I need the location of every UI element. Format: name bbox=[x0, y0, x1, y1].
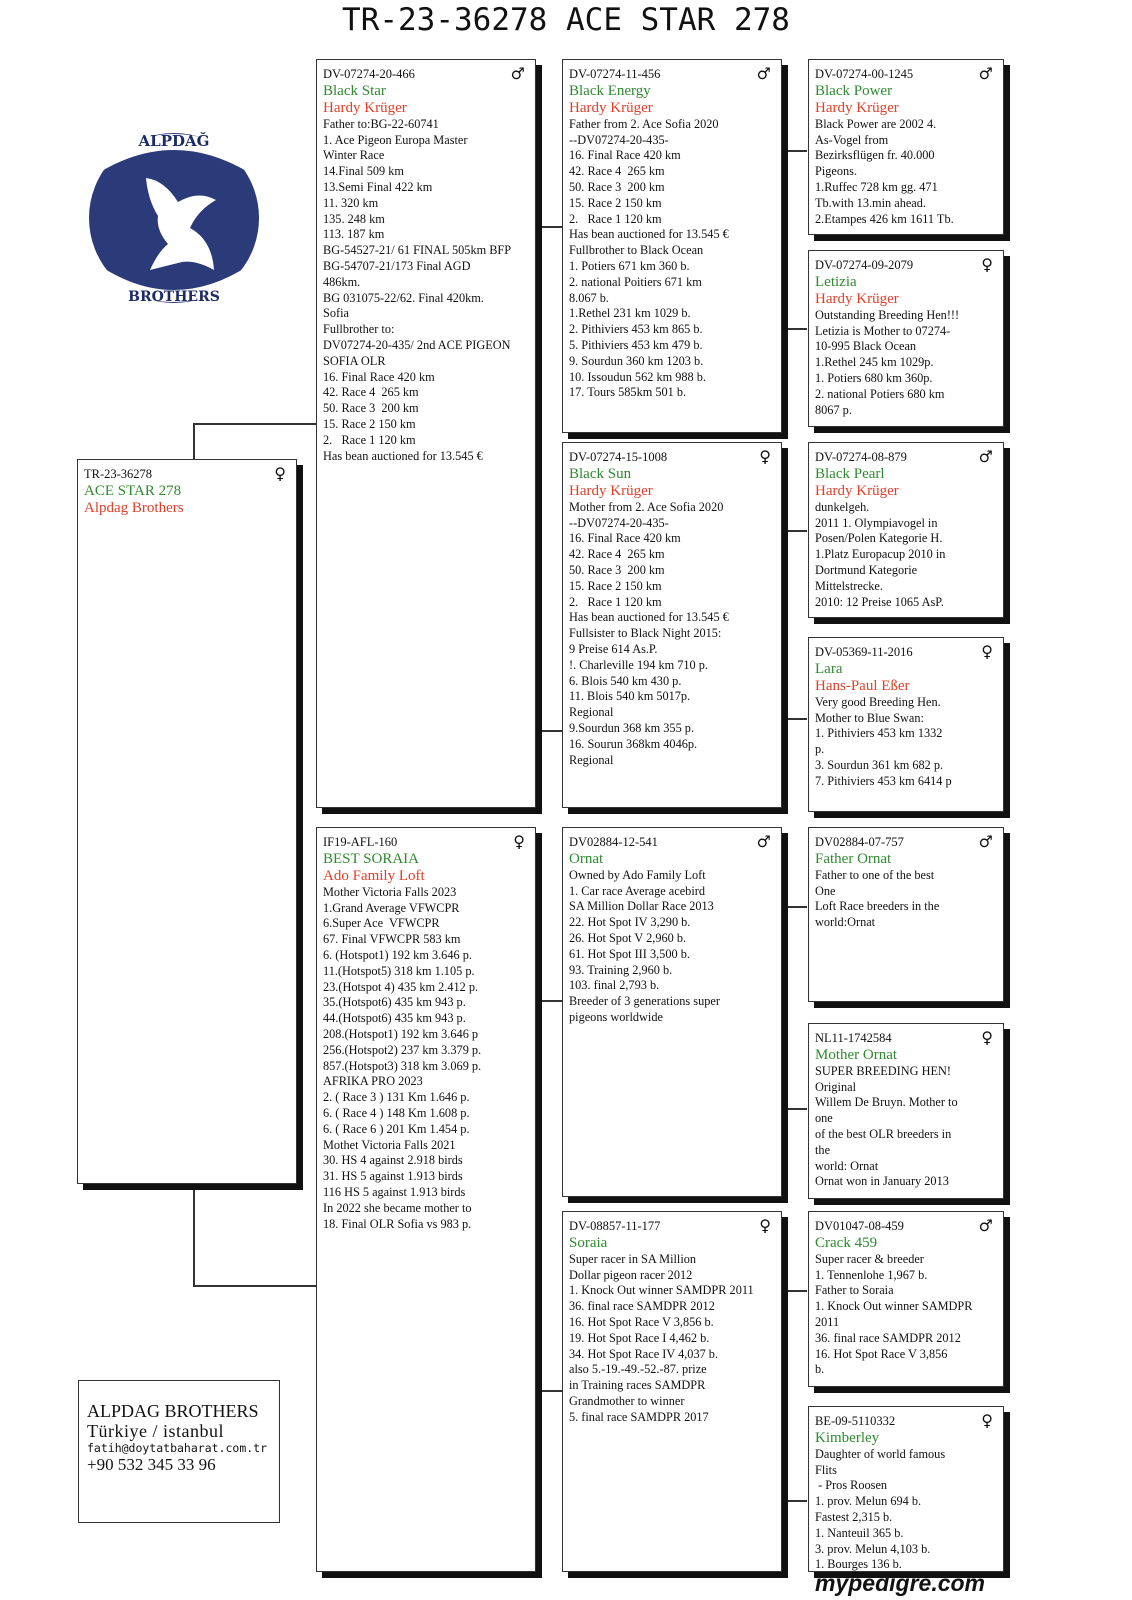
note-line: SOFIA OLR bbox=[323, 353, 386, 368]
note-line: 2011 1. Olympiavogel in bbox=[815, 515, 938, 530]
note-line: Father to Soraia bbox=[815, 1283, 894, 1298]
page-title: TR-23-36278 ACE STAR 278 bbox=[342, 2, 790, 38]
connector-line bbox=[538, 226, 562, 228]
female-icon: ♀ bbox=[274, 464, 286, 483]
note-line: Has bean auctioned for 13.545 € bbox=[323, 448, 483, 463]
female-icon: ♀ bbox=[981, 1028, 993, 1047]
pigeon-name: Letizia bbox=[815, 273, 857, 290]
note-line: 135. 248 km bbox=[323, 211, 385, 226]
female-icon: ♀ bbox=[981, 642, 993, 661]
note-line: SA Million Dollar Race 2013 bbox=[569, 899, 714, 914]
note-line: 16. Hot Spot Race V 3,856 bbox=[815, 1346, 948, 1361]
great-grandparent-card[interactable] bbox=[808, 1023, 1004, 1199]
pedigree-notes bbox=[815, 500, 997, 611]
pigeon-name: Soraia bbox=[569, 1234, 608, 1251]
note-line: Bezirksflügen fr. 40.000 bbox=[815, 148, 935, 163]
ring-number: DV-08857-11-177 bbox=[569, 1219, 661, 1233]
note-line: Has bean auctioned for 13.545 € bbox=[569, 610, 729, 625]
note-line: 16. Final Race 420 km bbox=[569, 148, 681, 163]
note-line: 22. Hot Spot IV 3,290 b. bbox=[569, 915, 691, 930]
ring-number: DV-07274-11-456 bbox=[569, 67, 661, 81]
pigeon-name: Ornat bbox=[569, 850, 604, 867]
ring-number: DV-07274-20-466 bbox=[323, 67, 415, 81]
note-line: 36. final race SAMDPR 2012 bbox=[815, 1330, 961, 1345]
female-icon: ♀ bbox=[513, 832, 525, 851]
note-line: 1. Nanteuil 365 b. bbox=[815, 1525, 904, 1540]
note-line: 1.Platz Europacup 2010 in bbox=[815, 547, 946, 562]
club-logo bbox=[86, 120, 262, 316]
granddam-card[interactable] bbox=[562, 442, 782, 808]
note-line: 42. Race 4 265 km bbox=[569, 547, 665, 562]
note-line: 1. Potiers 680 km 360p. bbox=[815, 370, 933, 385]
note-line: Daughter of world famous bbox=[815, 1446, 946, 1461]
note-line: 103. final 2,793 b. bbox=[569, 978, 660, 993]
father-card[interactable] bbox=[316, 59, 536, 808]
pedigree-notes bbox=[569, 500, 775, 769]
note-line: Father to one of the best bbox=[815, 867, 935, 882]
note-line: 11. 320 km bbox=[323, 195, 379, 210]
note-line: 42. Race 4 265 km bbox=[569, 164, 665, 179]
grandsire-card[interactable] bbox=[562, 827, 782, 1197]
pigeon-name: Father Ornat bbox=[815, 850, 892, 867]
owner-name: ALPDAG BROTHERS bbox=[87, 1401, 259, 1421]
note-line: 16. Final Race 420 km bbox=[323, 369, 435, 384]
pedigree-notes bbox=[815, 1447, 997, 1572]
note-line: 857.(Hotspot3) 318 km 3.069 p. bbox=[323, 1058, 482, 1073]
logo-top-text: ALPDAĞ bbox=[138, 132, 210, 150]
breeder-name: Hans-Paul Eßer bbox=[815, 677, 910, 694]
note-line: BG 031075-22/62. Final 420km. bbox=[323, 290, 484, 305]
note-line: 42. Race 4 265 km bbox=[323, 385, 419, 400]
male-icon: ♂ bbox=[978, 64, 993, 83]
note-line: 61. Hot Spot III 3,500 b. bbox=[569, 946, 690, 961]
great-grandparent-card[interactable] bbox=[808, 1406, 1004, 1572]
ring-number: DV-07274-00-1245 bbox=[815, 67, 914, 81]
note-line: world: Ornat bbox=[815, 1158, 879, 1173]
note-line: p. bbox=[815, 742, 825, 757]
note-line: BG-54707-21/173 Final AGD bbox=[323, 258, 471, 273]
note-line: Mittelstrecke. bbox=[815, 578, 883, 593]
note-line: 15. Race 2 150 km bbox=[323, 416, 416, 431]
breeder-name: Hardy Krüger bbox=[569, 99, 653, 116]
note-line: Fullbrother to Black Ocean bbox=[569, 243, 704, 258]
subject-pigeon-card[interactable] bbox=[77, 459, 297, 1184]
connector-line bbox=[783, 1290, 807, 1292]
note-line: 19. Hot Spot Race I 4,462 b. bbox=[569, 1330, 710, 1345]
note-line: 256.(Hotspot2) 237 km 3.379 p. bbox=[323, 1042, 482, 1057]
note-line: - Pros Roosen bbox=[815, 1478, 888, 1493]
male-icon: ♂ bbox=[510, 64, 525, 83]
note-line: Mother to Blue Swan: bbox=[815, 710, 924, 725]
female-icon: ♀ bbox=[759, 447, 771, 466]
owner-phone[interactable]: +90 532 345 33 96 bbox=[87, 1455, 216, 1474]
note-line: 93. Training 2,960 b. bbox=[569, 962, 673, 977]
note-line: 3. prov. Melun 4,103 b. bbox=[815, 1541, 931, 1556]
great-grandparent-card[interactable] bbox=[808, 250, 1004, 427]
connector-line bbox=[783, 1500, 807, 1502]
note-line: Flits bbox=[815, 1462, 837, 1477]
connector-line bbox=[783, 530, 807, 532]
connector-line bbox=[193, 423, 317, 425]
pedigree-notes bbox=[815, 117, 997, 228]
connector-line bbox=[193, 423, 195, 460]
note-line: Fullbrother to: bbox=[323, 322, 395, 337]
note-line: 1.Ruffec 728 km gg. 471 bbox=[815, 179, 938, 194]
note-line: 8.067 b. bbox=[569, 290, 609, 305]
pedigree-notes bbox=[323, 117, 529, 465]
pedigree-notes bbox=[815, 1252, 997, 1378]
note-line: One bbox=[815, 883, 836, 898]
male-icon: ♂ bbox=[978, 1216, 993, 1235]
pigeon-name: Black Star bbox=[323, 82, 386, 99]
connector-line bbox=[538, 1390, 562, 1392]
ring-number: DV-07274-08-879 bbox=[815, 450, 907, 464]
note-line: Loft Race breeders in the bbox=[815, 899, 940, 914]
note-line: 1. Ace Pigeon Europa Master bbox=[323, 132, 468, 147]
note-line: Sofia bbox=[323, 306, 349, 321]
note-line: 50. Race 3 200 km bbox=[569, 179, 665, 194]
note-line: 9.Sourdun 368 km 355 p. bbox=[569, 720, 695, 735]
note-line: 9. Sourdun 360 km 1203 b. bbox=[569, 353, 704, 368]
pigeon-name: Black Sun bbox=[569, 465, 632, 482]
ring-number: BE-09-5110332 bbox=[815, 1414, 896, 1428]
mother-card[interactable] bbox=[316, 827, 536, 1572]
pigeon-name: Mother Ornat bbox=[815, 1046, 898, 1063]
note-line: 6.Super Ace VFWCPR bbox=[323, 916, 440, 931]
note-line: 36. final race SAMDPR 2012 bbox=[569, 1299, 715, 1314]
note-line: 44.(Hotspot6) 435 km 943 p. bbox=[323, 1011, 466, 1026]
note-line: 208.(Hotspot1) 192 km 3.646 p bbox=[323, 1026, 479, 1041]
note-line: 10-995 Black Ocean bbox=[815, 339, 917, 354]
note-line: 50. Race 3 200 km bbox=[323, 401, 419, 416]
connector-line bbox=[783, 150, 785, 330]
note-line: Pigeons. bbox=[815, 164, 858, 179]
note-line: DV07274-20-435/ 2nd ACE PIGEON bbox=[323, 337, 511, 352]
note-line: 7. Pithiviers 453 km 6414 p bbox=[815, 773, 952, 788]
note-line: 2. national Potiers 680 km bbox=[815, 386, 945, 401]
pigeon-name: Black Energy bbox=[569, 82, 651, 99]
note-line: 35.(Hotspot6) 435 km 943 p. bbox=[323, 995, 466, 1010]
pedigree-notes bbox=[815, 868, 997, 931]
great-grandparent-card[interactable] bbox=[808, 442, 1004, 618]
pigeon-name: Black Power bbox=[815, 82, 893, 99]
male-icon: ♂ bbox=[756, 832, 771, 851]
note-line: 5. Pithiviers 453 km 479 b. bbox=[569, 337, 703, 352]
pedigree-notes bbox=[815, 695, 997, 790]
note-line: 1. Car race Average acebird bbox=[569, 883, 705, 898]
note-line: 5. final race SAMDPR 2017 bbox=[569, 1409, 709, 1424]
note-line: Father from 2. Ace Sofia 2020 bbox=[569, 116, 719, 131]
breeder-name: Hardy Krüger bbox=[569, 482, 653, 499]
female-icon: ♀ bbox=[981, 1411, 993, 1430]
note-line: 1. Knock Out winner SAMDPR 2011 bbox=[569, 1283, 754, 1298]
pigeon-name: Black Pearl bbox=[815, 465, 885, 482]
note-line: pigeons worldwide bbox=[569, 1009, 663, 1024]
note-line: 116 HS 5 against 1.913 birds bbox=[323, 1184, 466, 1199]
note-line: 1. Potiers 671 km 360 b. bbox=[569, 258, 690, 273]
note-line: Grandmother to winner bbox=[569, 1393, 685, 1408]
note-line: also 5.-19.-49.-52.-87. prize bbox=[569, 1362, 707, 1377]
note-line: 16. Sourun 368km 4046p. bbox=[569, 736, 698, 751]
note-line: 11. Blois 540 km 5017p. bbox=[569, 689, 691, 704]
note-line: Breeder of 3 generations super bbox=[569, 994, 720, 1009]
female-icon: ♀ bbox=[981, 255, 993, 274]
footer-watermark: mypedigre.com bbox=[815, 1570, 985, 1596]
note-line: 2. Race 1 120 km bbox=[323, 432, 416, 447]
note-line: 2. ( Race 3 ) 131 Km 1.646 p. bbox=[323, 1090, 470, 1105]
breeder-name: Hardy Krüger bbox=[815, 482, 899, 499]
note-line: Outstanding Breeding Hen!!! bbox=[815, 307, 960, 322]
note-line: 34. Hot Spot Race IV 4,037 b. bbox=[569, 1346, 719, 1361]
ring-number: DV01047-08-459 bbox=[815, 1219, 904, 1233]
note-line: 6. ( Race 4 ) 148 Km 1.608 p. bbox=[323, 1105, 470, 1120]
note-line: 1.Grand Average VFWCPR bbox=[323, 900, 460, 915]
connector-line bbox=[538, 1000, 562, 1002]
note-line: Regional bbox=[569, 705, 614, 720]
note-line: 30. HS 4 against 2.918 birds bbox=[323, 1153, 463, 1168]
great-grandparent-card[interactable] bbox=[808, 59, 1004, 235]
great-grandparent-card[interactable] bbox=[808, 637, 1004, 812]
note-line: 18. Final OLR Sofia vs 983 p. bbox=[323, 1216, 472, 1231]
note-line: 16. Final Race 420 km bbox=[569, 531, 681, 546]
note-line: Original bbox=[815, 1079, 856, 1094]
connector-line bbox=[783, 328, 807, 330]
note-line: 8067 p. bbox=[815, 402, 852, 417]
connector-line bbox=[193, 1285, 317, 1287]
note-line: 2. Pithiviers 453 km 865 b. bbox=[569, 322, 703, 337]
note-line: Fullsister to Black Night 2015: bbox=[569, 626, 722, 641]
connector-line bbox=[538, 730, 562, 732]
note-line: Winter Race bbox=[323, 148, 385, 163]
ring-number: DV02884-12-541 bbox=[569, 835, 658, 849]
pigeon-name: Crack 459 bbox=[815, 1234, 878, 1251]
connector-line bbox=[193, 1183, 195, 1287]
note-line: 2010: 12 Preise 1065 AsP. bbox=[815, 594, 944, 609]
note-line: !. Charleville 194 km 710 p. bbox=[569, 657, 709, 672]
breeder-name: Alpdag Brothers bbox=[84, 499, 184, 516]
male-icon: ♂ bbox=[978, 832, 993, 851]
note-line: SUPER BREEDING HEN! bbox=[815, 1063, 951, 1078]
note-line: Owned by Ado Family Loft bbox=[569, 867, 706, 882]
note-line: 2.Etampes 426 km 1611 Tb. bbox=[815, 211, 954, 226]
ring-number: TR-23-36278 bbox=[84, 467, 153, 481]
connector-line bbox=[538, 1000, 540, 1392]
note-line: 23.(Hotspot 4) 435 km 2.412 p. bbox=[323, 979, 479, 994]
pedigree-notes bbox=[323, 885, 529, 1233]
note-line: 10. Issoudun 562 km 988 b. bbox=[569, 369, 706, 384]
connector-line bbox=[783, 1290, 785, 1502]
note-line: 2011 bbox=[815, 1314, 840, 1329]
note-line: Very good Breeding Hen. bbox=[815, 694, 941, 709]
connector-line bbox=[783, 906, 785, 1110]
note-line: dunkelgeh. bbox=[815, 499, 870, 514]
note-line: Super racer & breeder bbox=[815, 1251, 924, 1266]
connector-line bbox=[538, 226, 540, 732]
note-line: b. bbox=[815, 1362, 825, 1377]
note-line: Dollar pigeon racer 2012 bbox=[569, 1267, 693, 1282]
breeder-name: Hardy Krüger bbox=[815, 99, 899, 116]
pedigree-notes bbox=[569, 868, 775, 1026]
note-line: 1. Pithiviers 453 km 1332 bbox=[815, 726, 943, 741]
connector-line bbox=[783, 718, 807, 720]
note-line: 15. Race 2 150 km bbox=[569, 195, 662, 210]
pigeon-name: Lara bbox=[815, 660, 843, 677]
note-line: Has bean auctioned for 13.545 € bbox=[569, 227, 729, 242]
pigeon-name: BEST SORAIA bbox=[323, 850, 419, 867]
ring-number: DV-05369-11-2016 bbox=[815, 645, 913, 659]
note-line: 11.(Hotspot5) 318 km 1.105 p. bbox=[323, 963, 475, 978]
breeder-name: Hardy Krüger bbox=[323, 99, 407, 116]
note-line: 486km. bbox=[323, 274, 361, 289]
note-line: 1.Rethel 245 km 1029p. bbox=[815, 355, 934, 370]
connector-line bbox=[783, 906, 807, 908]
ring-number: IF19-AFL-160 bbox=[323, 835, 398, 849]
note-line: 3. Sourdun 361 km 682 p. bbox=[815, 757, 944, 772]
owner-email[interactable]: fatih@doytatbaharat.com.tr bbox=[87, 1441, 268, 1455]
ring-number: DV02884-07-757 bbox=[815, 835, 904, 849]
granddam-card[interactable] bbox=[562, 1211, 782, 1572]
great-grandparent-card[interactable] bbox=[808, 1211, 1004, 1387]
pedigree-notes bbox=[569, 1252, 775, 1426]
note-line: 67. Final VFWCPR 583 km bbox=[323, 932, 461, 947]
note-line: 6. ( Race 6 ) 201 Km 1.454 p. bbox=[323, 1121, 470, 1136]
owner-location: Türkiye / istanbul bbox=[87, 1421, 224, 1441]
grandsire-card[interactable] bbox=[562, 59, 782, 433]
note-line: of the best OLR breeders in bbox=[815, 1126, 952, 1141]
note-line: Fastest 2,315 b. bbox=[815, 1509, 893, 1524]
note-line: 50. Race 3 200 km bbox=[569, 562, 665, 577]
breeder-name: Ado Family Loft bbox=[323, 867, 425, 884]
note-line: Mother from 2. Ace Sofia 2020 bbox=[569, 499, 724, 514]
logo-bottom-text: BROTHERS bbox=[128, 289, 220, 305]
pigeon-name: ACE STAR 278 bbox=[84, 482, 182, 499]
note-line: Father to:BG-22-60741 bbox=[323, 116, 439, 131]
connector-line bbox=[783, 530, 785, 720]
note-line: world:Ornat bbox=[815, 915, 876, 930]
great-grandparent-card[interactable] bbox=[808, 827, 1004, 1002]
pedigree-notes bbox=[815, 308, 997, 419]
connector-line bbox=[783, 150, 807, 152]
note-line: BG-54527-21/ 61 FINAL 505km BFP bbox=[323, 243, 512, 258]
pigeon-name: Kimberley bbox=[815, 1429, 880, 1446]
note-line: 1. prov. Melun 694 b. bbox=[815, 1494, 922, 1509]
note-line: As-Vogel from bbox=[815, 132, 889, 147]
note-line: Regional bbox=[569, 752, 614, 767]
note-line: --DV07274-20-435- bbox=[569, 515, 669, 530]
male-icon: ♂ bbox=[756, 64, 771, 83]
ring-number: NL11-1742584 bbox=[815, 1031, 892, 1045]
male-icon: ♂ bbox=[978, 447, 993, 466]
note-line: 2. Race 1 120 km bbox=[569, 594, 662, 609]
note-line: --DV07274-20-435- bbox=[569, 132, 669, 147]
connector-line bbox=[783, 1108, 807, 1110]
note-line: 6. Blois 540 km 430 p. bbox=[569, 673, 682, 688]
note-line: 1.Rethel 231 km 1029 b. bbox=[569, 306, 691, 321]
contact-box bbox=[78, 1380, 280, 1523]
pedigree-notes bbox=[815, 1064, 997, 1190]
note-line: 2. Race 1 120 km bbox=[569, 211, 662, 226]
note-line: Willem De Bruyn. Mother to bbox=[815, 1095, 958, 1110]
note-line: Dortmund Kategorie bbox=[815, 562, 918, 577]
note-line: Black Power are 2002 4. bbox=[815, 116, 937, 131]
pedigree-notes bbox=[569, 117, 775, 401]
note-line: in Training races SAMDPR bbox=[569, 1378, 706, 1393]
note-line: 1. Knock Out winner SAMDPR bbox=[815, 1299, 973, 1314]
note-line: 9 Preise 614 As.P. bbox=[569, 641, 658, 656]
note-line: 14.Final 509 km bbox=[323, 164, 404, 179]
breeder-name: Hardy Krüger bbox=[815, 290, 899, 307]
note-line: Posen/Polen Kategorie H. bbox=[815, 531, 943, 546]
note-line: Mothet Victoria Falls 2021 bbox=[323, 1137, 456, 1152]
note-line: Ornat won in January 2013 bbox=[815, 1174, 949, 1189]
note-line: Super racer in SA Million bbox=[569, 1251, 697, 1266]
note-line: AFRIKA PRO 2023 bbox=[323, 1074, 423, 1089]
note-line: the bbox=[815, 1142, 831, 1157]
note-line: 1. Bourges 136 b. bbox=[815, 1557, 902, 1572]
note-line: 17. Tours 585km 501 b. bbox=[569, 385, 687, 400]
note-line: 16. Hot Spot Race V 3,856 b. bbox=[569, 1314, 714, 1329]
note-line: 113. 187 km bbox=[323, 227, 385, 242]
note-line: 13.Semi Final 422 km bbox=[323, 179, 433, 194]
note-line: In 2022 she became mother to bbox=[323, 1200, 472, 1215]
note-line: Mother Victoria Falls 2023 bbox=[323, 884, 457, 899]
note-line: 1. Tennenlohe 1,967 b. bbox=[815, 1267, 928, 1282]
note-line: Letizia is Mother to 07274- bbox=[815, 323, 951, 338]
note-line: 31. HS 5 against 1.913 birds bbox=[323, 1169, 463, 1184]
note-line: Tb.with 13.min ahead. bbox=[815, 195, 926, 210]
female-icon: ♀ bbox=[759, 1216, 771, 1235]
note-line: 6. (Hotspot1) 192 km 3.646 p. bbox=[323, 947, 472, 962]
note-line: 26. Hot Spot V 2,960 b. bbox=[569, 930, 687, 945]
note-line: one bbox=[815, 1111, 833, 1126]
ring-number: DV-07274-09-2079 bbox=[815, 258, 914, 272]
ring-number: DV-07274-15-1008 bbox=[569, 450, 668, 464]
note-line: 2. national Poitiers 671 km bbox=[569, 274, 702, 289]
note-line: 15. Race 2 150 km bbox=[569, 578, 662, 593]
